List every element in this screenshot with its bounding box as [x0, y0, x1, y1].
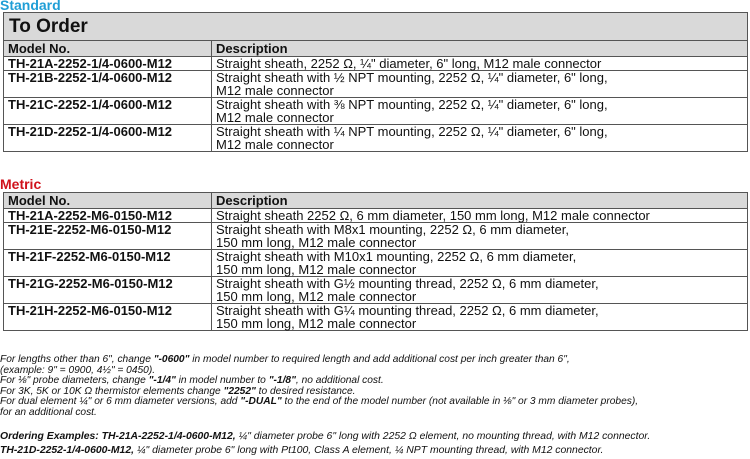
description [212, 71, 748, 98]
description-header: Description [212, 193, 748, 209]
model-number: TH-21A-2252-M6-0150-M12 [4, 209, 212, 223]
description [212, 304, 748, 331]
model-number: TH-21G-2252-M6-0150-M12 [4, 277, 212, 304]
note-text: to the end of the model number (not available in ⅛" or 3 mm diameter probes), [281, 396, 639, 408]
model-number: TH-21C-2252-1/4-0600-M12 [4, 98, 212, 125]
ordering-examples [0, 430, 748, 458]
metric-table [3, 192, 748, 331]
model-number: TH-21B-2252-1/4-0600-M12 [4, 71, 212, 98]
standard-heading: Standard [0, 0, 61, 13]
note-text: For lengths other than 6", change [0, 354, 154, 365]
note-text: For 3K, 5K or 10K Ω thermistor elements change [0, 385, 224, 397]
description-line: Straight sheath with ⅜ NPT mounting, 2252 Ω, ¼" diameter, 6" long, [216, 97, 608, 112]
note-code: "-1/8" [268, 375, 296, 387]
standard-table [3, 12, 748, 152]
note-dual [0, 397, 748, 408]
example-text: ¼" diameter probe 6" long with 2252 Ω element, no mounting thread, with M12 connector. [235, 431, 651, 442]
note-text: , no additional cost. [295, 375, 384, 387]
table-title-row [4, 13, 748, 41]
description-line: M12 male connector [216, 83, 334, 98]
description-line: Straight sheath with M10x1 mounting, 2252 Ω, 6 mm diameter, [216, 249, 577, 264]
table-row [4, 209, 748, 223]
footnotes [0, 355, 748, 419]
description [212, 125, 748, 152]
model-number: TH-21D-2252-1/4-0600-M12 [4, 125, 212, 152]
description [212, 57, 748, 71]
note-code: "-1/4" [148, 375, 176, 387]
description-line: Straight sheath with G¼ mounting thread, 2252 Ω, 6 mm diameter, [216, 303, 599, 318]
description-line: Straight sheath with M8x1 mounting, 2252 Ω, 6 mm diameter, [216, 222, 569, 237]
note-text: For dual element ¼" or 6 mm diameter versions, add [0, 396, 241, 408]
model-number: TH-21A-2252-1/4-0600-M12 [4, 57, 212, 71]
note-code: "-0600" [153, 354, 190, 365]
model-no-header: Model No. [4, 193, 212, 209]
to-order-title: To Order [4, 13, 748, 41]
description [212, 277, 748, 304]
description-line: 150 mm long, M12 male connector [216, 235, 417, 250]
examples-label: Ordering Examples: [0, 431, 99, 442]
description [212, 98, 748, 125]
model-number: TH-21H-2252-M6-0150-M12 [4, 304, 212, 331]
description-line: Straight sheath, 2252 Ω, ¼" diameter, 6" long, M12 male connector [216, 56, 602, 71]
note-length-example: (example: 9" = 0900, 4½" = 0450). [0, 364, 156, 376]
example-1 [0, 430, 748, 444]
description-line: Straight sheath with ½ NPT mounting, 2252 Ω, ¼" diameter, 6" long, [216, 70, 608, 85]
note-text: For ⅛" probe diameters, change [0, 375, 149, 387]
note-length [0, 355, 748, 366]
example-model: TH-21A-2252-1/4-0600-M12, [101, 431, 236, 442]
table-row [4, 277, 748, 304]
table-row [4, 71, 748, 98]
metric-heading: Metric [0, 176, 42, 192]
example-2 [0, 444, 748, 458]
description [212, 250, 748, 277]
note-text: to desired resistance. [255, 385, 356, 397]
table-row [4, 125, 748, 152]
table-row [4, 223, 748, 250]
description-line: 150 mm long, M12 male connector [216, 289, 417, 304]
note-code: "2252" [223, 385, 256, 397]
table-row [4, 98, 748, 125]
description-line: M12 male connector [216, 137, 334, 152]
description-header: Description [212, 41, 748, 57]
standard-header-row [4, 41, 748, 57]
description-line: Straight sheath with G½ mounting thread, 2252 Ω, 6 mm diameter, [216, 276, 599, 291]
note-text: in model number to [175, 375, 269, 387]
example-text: ¼" diameter probe 6" long with Pt100, Class A element, ¼ NPT mounting thread, with M12 connector. [134, 445, 604, 456]
model-number: TH-21E-2252-M6-0150-M12 [4, 223, 212, 250]
table-row [4, 250, 748, 277]
description-line: 150 mm long, M12 male connector [216, 262, 417, 277]
example-model: TH-21D-2252-1/4-0600-M12, [0, 445, 134, 456]
description [212, 223, 748, 250]
metric-header-row [4, 193, 748, 209]
note-text: in model number to required length and add additional cost per inch greater than 6", [189, 354, 570, 365]
model-no-header: Model No. [4, 41, 212, 57]
description-line: Straight sheath 2252 Ω, 6 mm diameter, 150 mm long, M12 male connector [216, 208, 650, 223]
table-row [4, 57, 748, 71]
note-dual-cost: for an additional cost. [0, 406, 97, 418]
description-line: M12 male connector [216, 110, 334, 125]
table-row [4, 304, 748, 331]
description-line: Straight sheath with ¼ NPT mounting, 2252 Ω, ¼" diameter, 6" long, [216, 124, 608, 139]
note-code: "-DUAL" [240, 396, 282, 408]
description [212, 209, 748, 223]
description-line: 150 mm long, M12 male connector [216, 316, 417, 331]
model-number: TH-21F-2252-M6-0150-M12 [4, 250, 212, 277]
